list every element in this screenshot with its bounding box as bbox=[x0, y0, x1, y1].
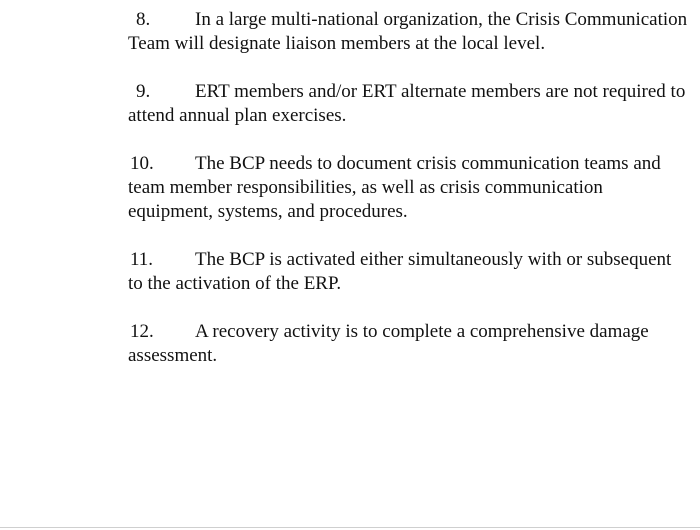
question-item bbox=[128, 152, 688, 224]
question-number: 8. bbox=[136, 9, 151, 30]
bottom-divider bbox=[0, 527, 700, 528]
question-text: The BCP is activated either simultaneously with or subsequent to the activation of the ERP. bbox=[128, 249, 672, 294]
question-text: The BCP needs to document crisis communication teams and team member responsibilities, as well as crisis communication equipment, systems, and procedures. bbox=[128, 153, 661, 222]
question-text: In a large multi-national organization, the Crisis Communication Team will designate liaison members at the local level. bbox=[128, 9, 688, 54]
question-item bbox=[128, 248, 688, 296]
question-item bbox=[128, 8, 688, 56]
question-number: 11. bbox=[130, 249, 154, 270]
question-number: 10. bbox=[130, 153, 154, 174]
question-item bbox=[128, 320, 688, 368]
question-text: A recovery activity is to complete a comprehensive damage assessment. bbox=[128, 321, 649, 366]
question-list bbox=[128, 8, 688, 392]
question-number: 9. bbox=[136, 81, 151, 102]
question-item bbox=[128, 80, 688, 128]
question-number: 12. bbox=[130, 321, 154, 342]
question-text: ERT members and/or ERT alternate members are not required to attend annual plan exercises. bbox=[128, 81, 686, 126]
